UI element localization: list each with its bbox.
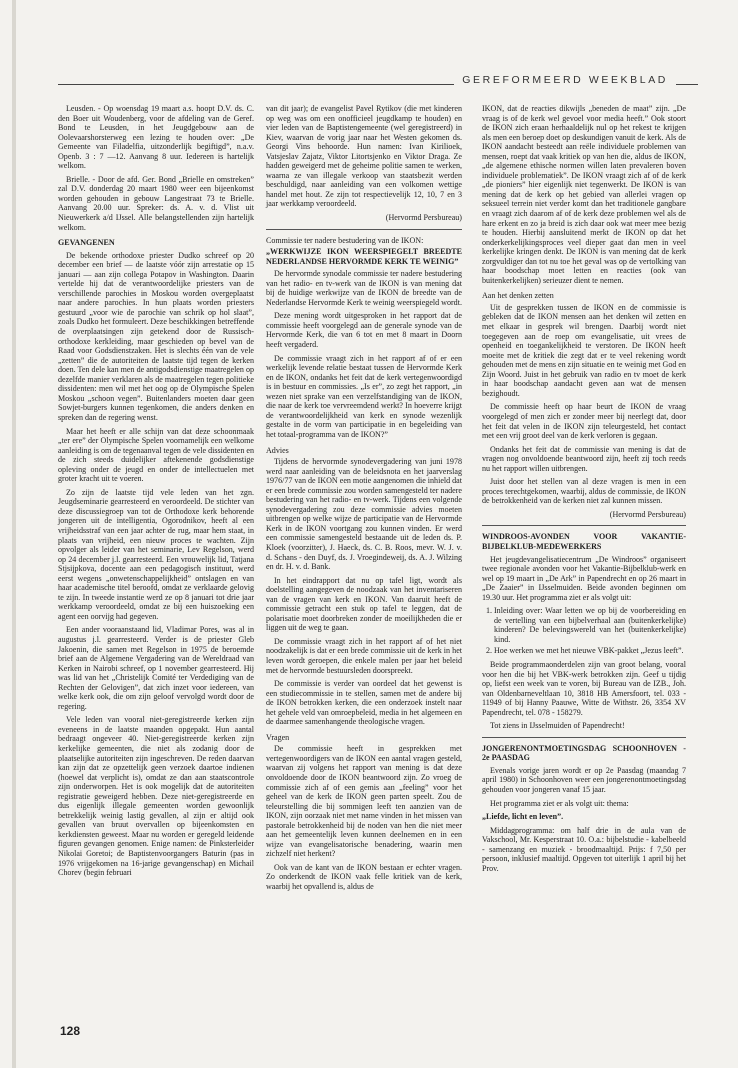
paragraph: Uit de gesprekken tussen de IKON en de commissie is gebleken dat de IKON mensen aan het denken wil zetten en met elkaar in gesprek wil brengen. Daarbij wordt niet toegegeven aan de roep om evangelisatie, uit vrees de openheid en toegankelijkheid te verstoren. De IKON heeft moeite met de kritiek die zegt dat er te veel rekening wordt gehouden met de mens en zijn situatie en te weinig met God en Zijn Woord. Juist in het gebruik van radio en tv moet de kerk in haar boodschap aandacht geven aan wat de mensen bezighoudt.	[482, 302, 686, 398]
paragraph: Tijdens de hervormde synodevergadering van juni 1978 werd naar aanleiding van de beleidsnota en het jaarverslag 1976/77 van de IKON een motie aangenomen die inhield dat er een brede commissie zou worden samengesteld ter nadere bestudering van het radio- en tv-werk. Tijdens een volgende synodevergadering zou deze commissie advies moeten uitbrengen op welke wijze de participatie van de Hervormde Kerk in de IKON voortgang zou kunnen vinden. Er werd een commissie samengesteld bestaande uit de leden ds. P. Kloek (voorzitter), J. Haeck, ds. C. B. Roos, mevr. W. J. v. d. Schans - den Duyf, ds. J. Vroegindeweij, ds. A. J. Wilzing en dr. H. v. d. Bank.	[266, 457, 462, 572]
page-number: 128	[60, 1024, 81, 1038]
program-list	[482, 606, 686, 656]
paragraph: Deze mening wordt uitgesproken in het rapport dat de commissie heeft voorgelegd aan de generale synode van de Hervormde Kerk, die van 6 tot en met 8 maart in Doorn heeft vergaderd.	[266, 311, 462, 350]
paragraph: Ondanks het feit dat de commissie van mening is dat de vragen nog onvoldoende beantwoord zijn, heeft zij toch reeds nu het rapport willen uitbrengen.	[482, 444, 686, 473]
binding-edge	[12, 0, 16, 1068]
article-kicker: Commissie ter nadere bestudering van de IKON:	[266, 235, 424, 245]
list-item: 1. Inleiding over: Waar letten we op bij de voorbereiding en de vertelling van een bijbelverhaal aan (buitenkerkelijke) kinderen? De belevingswereld van het (buitenkerkelijke) kind.	[494, 606, 686, 644]
subheading-vragen: Vragen	[266, 732, 290, 742]
theme-title: „Liefde, licht en leven”.	[482, 812, 564, 822]
paragraph: De commissie vraagt zich in het rapport af of het niet noodzakelijk is dat er een brede commissie uit de kerk in het leven wordt geroepen, die enkele malen per jaar het beleid met de hervormde bestuursleden doorspreekt.	[266, 636, 462, 675]
column-right	[482, 104, 686, 877]
divider	[482, 737, 686, 738]
paragraph: van dit jaar); de evangelist Pavel Rytikov (die met kinderen op weg was om een onofficieel jeugdkamp te houden) en vier leden van de Baptistengemeente (wel geregistreerd) in Kiev, waarvan de vorig jaar naar het Westen gekomen ds. Georgi Vins behoorde. Hun namen: Ivan Kirilioek, Vatsjeslav Zajatz, Viktor Litortsjenko en Viktor Draga. Ze hadden geweigerd met de geheime politie samen te werken, waarna ze van illegale verkoop van staatsbezit werden beschuldigd, naar aanleiding van een volkomen wettige handel met hout. Ze zijn tot respectievelijk 12, 10, 7 en 3 jaar werkkamp veroordeeld.	[266, 104, 462, 209]
paragraph: De hervormde synodale commissie ter nadere bestudering van het radio- en tv-werk van de IKON is van mening dat bij de huidige werkwijze van de IKON de breedte van de Nederlandse Hervormde Kerk te weinig weerspiegeld wordt.	[266, 269, 462, 307]
notice-leusden: Leusden. - Op woensdag 19 maart a.s. hoopt D.V. ds. C. den Boer uit Woudenberg, voor de afdeling van de Geref. Bond te Leusden, in het Jeugdgebouw aan de Oolevaarshorsterweg een lezing te houden over: „De Gemeente van Filadelfia, uitzonderlijk begiftigd”, n.a.v. Openb. 3 : 7 —12. Aanvang 8 uur. Iedereen is hartelijk welkom.	[58, 104, 254, 171]
divider	[482, 525, 686, 526]
paragraph: Het jeugdevangelisatiecentrum „De Windroos” organiseert twee regionale avonden voor het Vakantie-Bijbelklub-werk en wel op 19 maart in „De Ark” in Papendrecht en op 26 maart in „De Zaaier” in IJsselmuiden. Beide avonden beginnen om 19.30 uur. Het programma ziet er als volgt uit:	[482, 554, 686, 602]
heading-jongerendag: JONGERENONTMOETINGSDAG SCHOONHOVEN - 2e PAASDAG	[482, 743, 686, 763]
paragraph: Zo zijn de laatste tijd vele leden van het zgn. Jeugdseminarie gearresteerd en veroordeeld. De stichter van deze discussiegroep van tot de Orthodoxe kerk behorende jongeren uit de intelligentia, Ogorodnikov, heeft al een vrijheidsstraf van een jaar achter de rug, maar hem staat, in plaats van vrijheid, een nieuw proces te wachten. Zijn opvolger als leider van het seminarie, Lev Regelson, werd op 24 december j.l. gearresteerd. Een vrouwelijk lid, Tatjana Stjsijpkova, docente aan een pedagogisch instituut, werd eerst wegens „onwetenschappelijkheid” ontslagen en van haar academische titel beroofd, omdat ze verklaarde gelovig te zijn. In tweede instantie werd ze op 8 januari tot drie jaar werkkamp veroordeeld, omdat ze bij een huiszoeking een agent een oorvijg had gegeven.	[58, 487, 254, 621]
paragraph: De bekende orthodoxe priester Dudko schreef op 20 december een brief — de laatste vóór zijn arrestatie op 15 januari — aan zijn collega Potapov in Washington. Daarin vertelde hij dat de verantwoordelijke priesters van de verschillende parochies in Moskou worden overgeplaatst naar andere parochies. In hun plaats worden priesters gestuurd „voor wie de parochie van schrik op hol slaat”, zoals Dudko het formuleert. Deze beschikkingen betreffende de overplaatsingen zijn getekend door de Russisch-orthodoxe kerkleiding, maar geschieden op bevel van de Raad voor Godsdienstzaken. Het is slechts één van de vele „zetten” die de autoriteiten de laatste tijd tegen de kerken doen. Ten dele kan men de antigodsdienstige maatregelen op dezelfde manier verklaren als de maatregelen tegen politieke dissidenten: men wil met het oog op de Olympische Spelen Moskou „schoon vegen”. Buitenlanders moeten daar geen Sowjet-burgers kunnen tegenkomen, die anders denken en spreken dan de regering wenst.	[58, 250, 254, 422]
paragraph: In het eindrapport dat nu op tafel ligt, wordt als doelstelling aangegeven de noodzaak van het inventariseren van de vragen van kerk en IKON. Van daaruit heeft de commissie getracht een stuk op tafel te leggen, dat de polarisatie moet doorbreken zonder de moeilijkheden die er liggen uit de weg te gaan.	[266, 575, 462, 633]
paragraph: De commissie heeft op haar beurt de IKON de vraag voorgelegd of men zich er zonder meer bij neerlegt dat, door het feit dat velen in de IKON zijn teleurgesteld, het contact met een vrij groot deel van de kerk verloren is gegaan.	[482, 402, 686, 441]
paragraph: Ook van de kant van de IKON bestaan er echter vragen. Zo onderkendt de IKON vaak felle kritiek van de kerk, waarbij het opvallend is, aldus de	[266, 862, 462, 892]
publication-title: GEREFORMEERD WEEKBLAD	[454, 74, 676, 86]
paragraph: IKON, dat de reacties dikwijls „beneden de maat” zijn. „De vraag is of de kerk wel gevoel voor media heeft.” Ook stoort de IKON zich eraan herhaaldelijk nul op het rekest te krijgen als men een beroep doet op deskundigen vanuit de kerk. Als de IKON aandacht besteedt aan reële individuele problemen van mensen, roept dat vaak kritiek op van hen die, aldus de IKON, „de algemene ethische normen willen laten prevaleren boven individuele problematiek”. De IKON vraagt zich af of de kerk „de pioniers” hier eigenlijk niet tegenwerkt. De IKON is van mening dat de kerk op het gebied van allerlei vragen op seksueel terrein niet verder komt dan het traditionele gangbare en vraagt zich daarom af of de kerk deze problemen wel als de hare erkent en zo ja breid is zich daar ook wat meer mee bezig te houden. Hierbij aansluitend merkt de IKON op dat het onderkerkelijkingsproces veel dieper gaat dan men in veel kerkelijke kringen denkt. De IKON is van mening dat de kerk zorgvuldiger dan tot nu toe het geval was op de vertolking van haar boodschap moet letten en reacties (ook van buitenkerkelijken) serieuzer dient te nemen.	[482, 104, 686, 285]
paragraph: De commissie vraagt zich in het rapport af of er een werkelijk levende relatie bestaat tussen de Hervormde Kerk en de IKON, ondanks het feit dat de kerk vertegenwoordigd is in bestuur en commissies. „Is er”, zo zegt het rapport, „in wezen niet sprake van een verzelfstandiging van de IKON, die naar de kerk toe vervreemdend werkt? In hoeverre krijgt de verantwoordelijkheid van kerk en synode wezenlijk gestalte in de vorm van participatie in en begeleiding van het totaal-programma van de IKON?”	[266, 353, 462, 439]
column-left	[58, 104, 254, 882]
subheading-advies: Advies	[266, 445, 289, 455]
paragraph: Tot ziens in IJsselmuiden of Papendrecht!	[490, 721, 625, 731]
source-credit: (Hervormd Persbureau)	[609, 509, 686, 519]
paragraph: Vele leden van vooral niet-geregistreerde kerken zijn eveneens in de laatste maanden opgepakt. Hun aantal bedraagt ongeveer 40. Niet-geregistreerde kerken zijn kerkelijke gemeenten, die niet als zodanig door de plaatselijke autoriteiten zijn ingeschreven. De reden daarvan kan zijn dat ze opzettelijk geen verzoek daartoe indienen (hoewel dat verplicht is), omdat ze dan aan staatscontrole zijn onderworpen. Het is ook mogelijk dat de autoriteiten registratie geweigerd hebben. Deze niet-geregistreerde en dus eigenlijk illegale gemeenten worden gewoonlijk betrekkelijk weinig lastig gevallen, al zijn er altijd ook gevallen van bruut overvallen op bijeenkomsten en kerkdiensten geweest. Maar nu worden er geregeld leidende figuren gevangen genomen. Enige namen: de Pinksterleider Nikolai Goretoi; de Baptistenvoorgangers Baturin (pas in 1976 vrijgekomen na 16-jarige gevangenschap) en Michail Chorev (begin februari	[58, 715, 254, 878]
list-item: 2. Hoe werken we met het nieuwe VBK-pakket „Jezus leeft”.	[494, 646, 686, 656]
paragraph: De commissie heeft in gesprekken met vertegenwoordigers van de IKON een aantal vragen gesteld, waarvan zij volgens het rapport van mening is dat deze onvoldoende door de IKON beantwoord zijn. Zo vroeg de commissie zich af of een gemis aan „feeling” voor het geheel van de kerk de IKON geen parten speelt. Zou de teleurstelling die bij sommigen leeft ten aanzien van de IKON, zijn oorzaak niet met name vinden in het missen van pastorale betrokkenheid bij de noden van hen die niet meer aan het gemeentelijk leven kunnen deelnemen en in een wijze van evangelisatorische benadering, waarin men zichzelf niet herkent?	[266, 744, 462, 859]
heading-gevangenen: GEVANGENEN	[58, 238, 115, 248]
subheading-aan-het-denken: Aan het denken zetten	[482, 291, 554, 301]
article-headline-ikon: „WERKWIJZE IKON WEERSPIEGELT BREEDTE NEDERLANDSE HERVORMDE KERK TE WEINIG”	[266, 247, 462, 266]
paragraph: Middagprogramma: om half drie in de aula van de Vakschool, Mr. Kesperstraat 10. O.a.: bijbelstudie - kabelbeeld - samenzang en muziek - broodmaaltijd. Prijs: f 7,50 per persoon, inklusief maaltijd. Opgeven tot uiterlijk 1 april bij het Prov.	[482, 825, 686, 873]
running-header	[58, 72, 698, 98]
paragraph: Het programma ziet er als volgt uit: thema:	[490, 798, 629, 808]
paragraph: Een ander vooraanstaand lid, Vladimar Pores, was al in augustus j.l. gearresteerd. Verder is de priester Gleb Jakoenin, die samen met Regelson in 1975 de beroemde brief aan de Algemene Vergadering van de Wereldraad van Kerken in Nairobi schreef, op 1 november gearresteerd. Hij was lid van het „Christelijk Comité ter Verdediging van de Rechten der Gelovigen”, dat zich inzet voor iedereen, van welke kerk ook, die om zijn geloof vervolgd wordt door de regering.	[58, 625, 254, 711]
paragraph: Evenals vorige jaren wordt er op 2e Paasdag (maandag 7 april 1980) in Schoonhoven weer een jongerenontmoetingsdag gehouden voor jongeren vanaf 15 jaar.	[482, 765, 686, 794]
paragraph: Beide programmaonderdelen zijn van groot belang, vooral voor hen die bij het VBK-werk betrokken zijn. Geef u tijdig op, liefst een week van te voren, bij Bureau van de IZB., Joh. van Oldenbarneveltlaan 10, 3818 HB Amersfoort, tel. 033 - 11949 of bij Hanny Paauwe, Witte de Withstr. 26, 3354 XV Papendrecht, tel. 078 - 158279.	[482, 659, 686, 717]
notice-brielle: Brielle. - Door de afd. Ger. Bond „Brielle en omstreken” zal D.V. donderdag 20 maart 1980 weer een bijeenkomst worden gehouden in gebouw Langestraat 73 te Brielle. Aanvang 20.00 uur. Spreker: ds. A. v. d. Vlist uit Nieuwerkerk a/d IJssel. Alle belangstellenden zijn hartelijk welkom.	[58, 174, 254, 232]
column-middle	[266, 104, 462, 896]
divider	[266, 229, 462, 230]
source-credit: (Hervormd Persbureau)	[385, 213, 462, 223]
paragraph: De commissie is verder van oordeel dat het gewenst is een studiecommissie in te stellen, samen met de andere bij de IKON betrokken kerken, die een onderzoek instelt naar het gehele veld van omroepbeleid, media in het algemeen en de daarmee samenhangende theologische vragen.	[266, 679, 462, 727]
heading-windroos: WINDROOS-AVONDEN VOOR VAKANTIE-BIJBELKLUB-MEDEWERKERS	[482, 532, 686, 551]
paragraph: Maar het heeft er alle schijn van dat deze schoonmaak „ter ere” der Olympische Spelen voornamelijk een welkome aanleiding is om de tegenaanval tegen de vele dissidenten en de zich steeds duidelijker aftekenende godsdienstige opleving onder de jeugd en onder de intellectuelen met groter kracht uit te voeren.	[58, 426, 254, 484]
paragraph: Juist door het stellen van al deze vragen is men in een proces terechtgekomen, waarbij, aldus de commissie, de IKON de betrokkenheid van de kerken niet zal kunnen missen.	[482, 477, 686, 506]
